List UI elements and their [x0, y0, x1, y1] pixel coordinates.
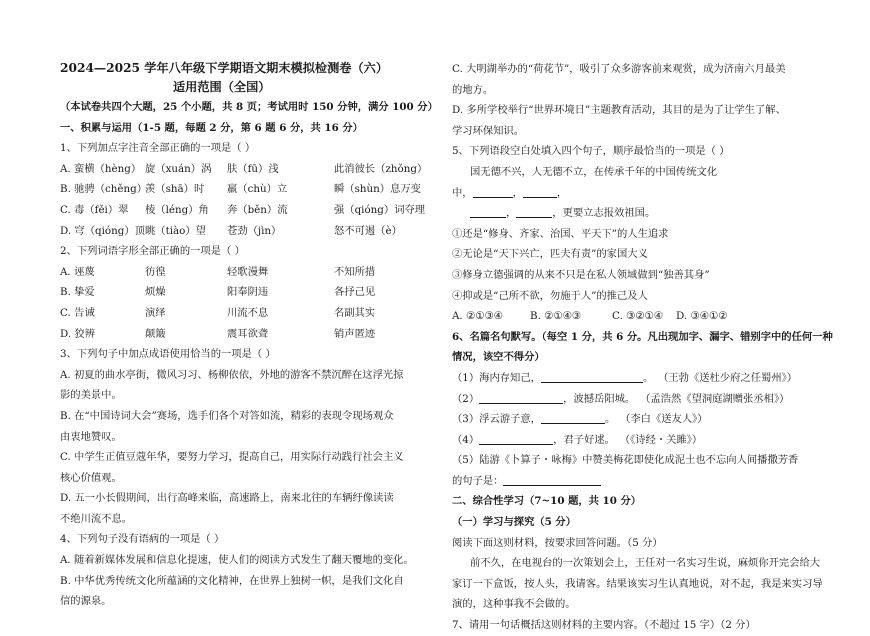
q1-option-cell: C. 毒（fěi）翠 — [60, 203, 129, 216]
q2-option-cell: C. 告诫 — [60, 306, 95, 319]
q2-option-cell: 烦燥 — [145, 286, 166, 299]
q6-item-prefix: （1）海内存知己， — [452, 371, 541, 384]
q6-item-source: （王勃《送杜少府之任蜀州》） — [663, 371, 798, 384]
q5-option: C. ③②①④ — [612, 310, 663, 323]
q2-option-cell: 彷徨 — [145, 265, 166, 278]
q2-option-cell: 演绎 — [145, 306, 166, 319]
q6-item-prefix: （4） — [452, 433, 480, 446]
question-6-items — [452, 368, 852, 450]
q2-option-cell: 川流不息 — [227, 306, 269, 319]
question-5-items — [452, 224, 852, 306]
q2-option-cell: 阳奉阴违 — [227, 286, 269, 299]
question-5-options — [452, 306, 852, 327]
q6-blank — [541, 411, 605, 424]
q6-item-suffix: 。 — [604, 413, 616, 426]
question-6-5-answer: 的句子是： — [452, 471, 852, 492]
q6-item-suffix: 。 — [642, 371, 654, 384]
q2-option-cell: B. 挚爱 — [60, 286, 95, 299]
question-1: 1、下列加点字注音全部正确的一项是（ ） — [60, 142, 256, 155]
q6-blank — [479, 432, 553, 445]
q4-option-line: 的地方。 — [452, 83, 494, 96]
q2-option-cell: 震耳欲聋 — [227, 327, 269, 340]
q3-option-line: C. 中学生正值豆蔻年华，要努力学习，提高自己，用实际行动践行社会主义 — [60, 451, 404, 464]
question-3-options — [60, 365, 460, 530]
q6-blank — [541, 370, 643, 383]
q1-option-row — [60, 200, 460, 221]
question-5-passage-2: 中， ， ， — [452, 186, 568, 199]
question-4-options-continued — [452, 59, 852, 141]
section-1-heading: 一、积累与运用（1-5 题，每题 2 分，第 6 题 6 分，共 16 分） — [60, 121, 363, 134]
q6-item — [452, 389, 852, 410]
question-7: 7、请用一句话概括这则材料的主要内容。（不超过 15 字）（2 分） — [452, 619, 756, 632]
q1-option-cell: 瞬（shùn）息万变 — [334, 183, 421, 196]
q2-option-row — [60, 262, 460, 283]
q1-option-cell: 眺（tiào）望 — [145, 224, 206, 237]
q1-option-row — [60, 221, 460, 242]
q2-option-cell: 各抒己见 — [334, 286, 376, 299]
question-2: 2、下列词语字形全部正确的一项是（ ） — [60, 245, 245, 258]
q1-option-row — [60, 179, 460, 200]
q6-item-prefix: （3）浮云游子意， — [452, 413, 541, 426]
question-4: 4、下列句子没有语病的一项是（ ） — [60, 533, 225, 546]
q1-option-cell: 旋（xuán）涡 — [145, 162, 212, 175]
q2-option-cell: 轻歌漫舞 — [227, 265, 269, 278]
q1-option-cell: 奔（běn）流 — [227, 203, 288, 216]
q3-option-line: 影的美景中。 — [60, 389, 122, 402]
q4-option-line: B. 中华优秀传统文化所蕴涵的文化精神，在世界上独树一帜，是我们文化自 — [60, 574, 404, 587]
q1-option-cell: 羡（shā）时 — [145, 183, 205, 196]
q1-option-cell: 强（qióng）词夺理 — [334, 203, 426, 216]
q2-option-cell: 不知所措 — [334, 265, 376, 278]
q6-blank — [479, 391, 563, 404]
section-2-heading: 二、综合性学习（7~10 题，共 10 分） — [452, 495, 642, 508]
exam-subtitle: 适用范围（全国） — [173, 80, 271, 94]
q2-option-cell: 销声匿迹 — [334, 327, 376, 340]
material-line-2: 家订一下盒饭，按人头，我请客。结果该实习生认真地说，对不起，我是来实习导 — [452, 577, 823, 590]
q2-option-cell: 名副其实 — [334, 306, 376, 319]
question-1-options — [60, 159, 460, 241]
q6-item — [452, 430, 852, 451]
q4-option-line: 学习环保知识。 — [452, 124, 525, 137]
question-5: 5、下列语段空白处填入四个句子，顺序最恰当的一项是（ ） — [452, 145, 730, 158]
q6-item — [452, 409, 852, 430]
q2-option-cell: D. 狡辨 — [60, 327, 96, 340]
q6-item-suffix: ，波撼岳阳城。 — [563, 392, 636, 405]
question-3: 3、下列句子中加点成语使用恰当的一项是（ ） — [60, 348, 276, 361]
q6-item-suffix: ，君子好逑。 — [553, 433, 615, 446]
reading-instruction: 阅读下面这则材料，按要求回答问题。（5 分） — [452, 536, 663, 549]
q2-option-cell: A. 诬蔑 — [60, 265, 95, 278]
q6-item-prefix: （2） — [452, 392, 480, 405]
q2-option-row — [60, 282, 460, 303]
q6-item-source: （孟浩然《望洞庭湖赠张丞相》） — [645, 392, 790, 405]
q1-option-cell: 怒不可遏（è） — [334, 224, 402, 237]
q5-item: ④抑或是“己所不欲，勿施于人”的推己及人 — [452, 289, 648, 302]
q1-option-cell: 棱（léng）角 — [145, 203, 209, 216]
q1-option-cell: 肤（fū）浅 — [227, 162, 279, 175]
q6-item-source: （李白《送友人》） — [625, 413, 708, 426]
exam-note: （本试卷共四个大题，25 个小题，共 8 页；考试用时 150 分钟，满分 100 分） — [60, 101, 438, 113]
q5-option: A. ②①③④ — [452, 310, 503, 323]
q3-option-line: 由衷地赞叹。 — [60, 430, 122, 443]
exam-title: 2024—2025 学年八年级下学期语文期末模拟检测卷（六） — [60, 61, 389, 75]
q5-item: ①还是“修身、齐家、治国、平天下”的人生追求 — [452, 227, 669, 240]
question-5-passage-1: 国无德不兴，人无德不立，在传承千年的中国传统文化 — [470, 165, 718, 178]
q1-option-cell: 羸（chù）立 — [227, 183, 288, 196]
question-6-note: 情况，该空不得分） — [452, 351, 545, 364]
q5-option: D. ③④①② — [676, 310, 728, 323]
q1-option-cell: 苍劲（jìn） — [227, 224, 282, 237]
q3-option-line: 核心价值观。 — [60, 471, 122, 484]
question-4-options — [60, 550, 460, 612]
q2-option-cell: 颠簸 — [145, 327, 166, 340]
question-6-5: （5）陆游《卜算子・咏梅》中赞美梅花即使化成泥土也不忘向人间播撒芳香 — [452, 454, 799, 467]
q2-option-row — [60, 303, 460, 324]
q1-option-row — [60, 159, 460, 180]
q1-option-cell: 此消彼长（zhǒng） — [334, 162, 428, 175]
q4-option-line: A. 随着新媒体发展和信息化提速，使人们的阅读方式发生了翻天覆地的变化。 — [60, 554, 414, 567]
q6-item — [452, 368, 852, 389]
q5-item: ③修身立德强调的从来不只是在私人领域做到“独善其身” — [452, 268, 710, 281]
q6-item-source: （《诗经・关雎》） — [624, 433, 703, 446]
material-line-3: 演的，这种事我不会做的。 — [452, 598, 576, 611]
q1-option-cell: B. 驰骋（chěng） — [60, 183, 148, 196]
q2-option-row — [60, 324, 460, 345]
material-line-1: 前不久，在电视台的一次策划会上，王任对一名实习生说，麻烦你开完会给大 — [470, 557, 821, 570]
q4-option-line: 信的源泉。 — [60, 595, 112, 608]
q5-option: B. ②①④③ — [530, 310, 582, 323]
right-column — [452, 59, 852, 636]
left-column — [60, 59, 460, 612]
q4-option-line: D. 多所学校举行“世界环境日”主题教育活动，其目的是为了让学生了解、 — [452, 104, 786, 117]
q3-option-line: D. 五一小长假期间，出行高峰来临，高速路上，南来北往的车辆纡像读读 — [60, 492, 394, 505]
subsection-1-heading: （一）学习与探究（5 分） — [452, 516, 577, 529]
q3-option-line: 不绝川流不息。 — [60, 512, 133, 525]
q5-item: ②无论是“天下兴亡，匹夫有责”的家国大义 — [452, 248, 648, 261]
q4-option-line: C. 大明湖举办的“荷花节”，吸引了众多游客前来观赏，成为济南六月最美 — [452, 63, 786, 75]
q3-option-line: B. 在“中国诗词大会”赛场，选手们各个对答如流，精彩的表现令现场观众 — [60, 409, 394, 422]
q1-option-cell: A. 蛮横（hèng） — [60, 162, 142, 175]
question-6: 6、名篇名句默写。（每空 1 分，共 6 分。凡出现加字、漏字、错别字中的任何一种 — [452, 330, 833, 343]
question-5-passage-3: ， ，更要立志报效祖国。 — [452, 203, 852, 224]
q3-option-line: A. 初夏的曲水亭街，微风习习、杨柳依依，外地的游客不禁沉醉在这浮光掠 — [60, 368, 404, 381]
question-2-options — [60, 262, 460, 344]
q1-option-cell: D. 穹（qióng）顶 — [60, 224, 145, 237]
